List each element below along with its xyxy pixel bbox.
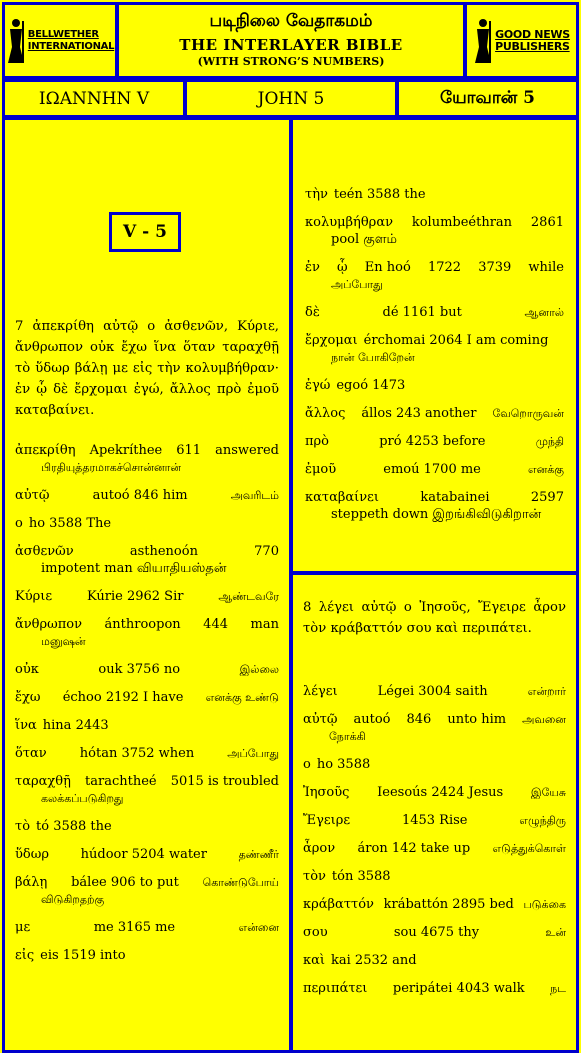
- greek-word: ἀσθενῶν: [15, 544, 74, 559]
- greek-word: ὕδωρ: [15, 847, 49, 862]
- gloss-part: unto him: [447, 712, 507, 727]
- gloss-part: bálee 906 to put: [71, 875, 179, 890]
- right-logo-line-1: GOOD NEWS: [495, 27, 570, 41]
- gloss-part: pró 4253 before: [379, 434, 486, 449]
- right-logo-box: [464, 2, 579, 79]
- gloss-part: 5015 is troubled: [170, 774, 279, 789]
- greek-word: περιπάτει: [303, 981, 368, 996]
- gloss-part: எடுத்துக்கொள்: [492, 842, 566, 855]
- greek-word: βάλῃ: [15, 875, 48, 890]
- right-logo-line-2: PUBLISHERS: [495, 39, 570, 53]
- verse-8-text: 8 λέγει αὐτῷ ο Ἰησοῦς, Ἔγειρε ἆρον τὸν κράβαττόν σου καὶ περιπάτει.: [303, 600, 566, 636]
- greek-word: αὐτῷ: [15, 488, 50, 503]
- gloss-part: hótan 3752 when: [79, 746, 195, 761]
- word-entry: [15, 947, 279, 964]
- gloss-part: 2861: [530, 215, 564, 230]
- word-entry: [15, 745, 279, 762]
- word-entry: [15, 717, 279, 734]
- gloss-part: படுக்கை: [523, 898, 566, 911]
- gloss-part: autoó: [353, 712, 391, 727]
- greek-word: καταβαίνει: [305, 490, 380, 505]
- book-greek-text: ΙΩΑΝΝΗΝ V: [38, 88, 150, 109]
- gloss-part: dé 1161 but: [382, 305, 462, 320]
- gloss-part: அவரிடம்: [230, 489, 279, 502]
- gloss-part: kolumbeéthran: [411, 215, 513, 230]
- greek-word: ἄνθρωπον: [15, 617, 83, 632]
- word-entry: [305, 214, 564, 248]
- word-entry: [303, 812, 566, 829]
- greek-word: δὲ: [305, 305, 320, 320]
- greek-word: ταραχθῇ: [15, 774, 71, 789]
- gloss-part: ஆனால்: [524, 306, 564, 319]
- greek-word: Ἰησοῦς: [303, 785, 350, 800]
- greek-word: πρὸ: [305, 434, 330, 449]
- gloss-part: என்றார்: [527, 685, 566, 698]
- greek-word: ἔρχομαι: [305, 333, 358, 348]
- tamil-meaning: pool குளம்: [331, 232, 397, 247]
- word-entry: [15, 818, 279, 835]
- gloss-part: áron 142 take up: [357, 841, 471, 856]
- greek-word: τὸν: [303, 869, 326, 884]
- gloss-part: échoo 2192 I have: [62, 690, 184, 705]
- gloss-part: asthenoón: [129, 544, 198, 559]
- left-word-list: [15, 442, 279, 975]
- word-entry: [303, 980, 566, 997]
- greek-word: τὸ: [15, 819, 31, 834]
- greek-word: εἰς: [15, 948, 35, 963]
- right-bottom-column: [290, 572, 579, 1053]
- gloss-part: 1722: [427, 260, 462, 275]
- gloss-part: Kúrie 2962 Sir: [86, 589, 184, 604]
- word-entry: [15, 515, 279, 532]
- gloss-part: sou 4675 thy: [393, 925, 480, 940]
- left-column: [2, 117, 292, 1053]
- gloss-part: autoó 846 him: [92, 488, 188, 503]
- greek-word: τὴν: [305, 187, 328, 202]
- gloss-part: 1453 Rise: [401, 813, 468, 828]
- tamil-meaning: பிரதியுத்தரமாகச்சொன்னான்: [41, 461, 182, 474]
- gloss-part: ouk 3756 no: [98, 662, 181, 677]
- gloss-part: tó 3588 the: [36, 819, 112, 834]
- word-entry: [15, 846, 279, 863]
- gloss-part: Apekríthee: [89, 443, 163, 458]
- word-entry: [303, 683, 566, 700]
- title-box: [116, 2, 466, 79]
- gloss-part: peripátei 4043 walk: [392, 981, 525, 996]
- good-news-logo: [473, 17, 570, 65]
- gloss-part: Légei 3004 saith: [377, 684, 488, 699]
- greek-word: ἄλλος: [305, 406, 346, 421]
- gloss-part: உன்: [545, 926, 566, 939]
- tamil-meaning: மனுஷன்: [41, 635, 86, 648]
- greek-word: κολυμβήθραν: [305, 215, 393, 230]
- word-entry: [15, 661, 279, 678]
- gloss-part: katabainei: [420, 490, 490, 505]
- gloss-part: 2597: [530, 490, 564, 505]
- gloss-part: அப்போது: [227, 747, 279, 760]
- shepherd-figure-icon: [6, 17, 26, 65]
- book-english: [184, 79, 398, 118]
- gloss-part: ஆண்டவரே: [218, 590, 279, 603]
- gloss-part: me 3165 me: [93, 920, 176, 935]
- word-entry: [303, 924, 566, 941]
- gloss-part: En hoó: [364, 260, 411, 275]
- title-tamil: படிநிலை வேதாகமம்: [209, 11, 373, 31]
- gloss-part: ho 3588: [316, 757, 371, 772]
- greek-word: ὅταν: [15, 746, 47, 761]
- gloss-part: egoó 1473: [336, 378, 406, 393]
- gloss-part: 444: [203, 617, 228, 632]
- gloss-part: 770: [254, 544, 279, 559]
- greek-word: καὶ: [303, 953, 326, 968]
- left-logo-line-1: BELLWETHER: [27, 28, 99, 40]
- greek-word: ἐγώ: [305, 378, 331, 393]
- gloss-part: ᾧ: [337, 260, 348, 275]
- tamil-meaning: நான் போகிறேன்: [331, 351, 415, 364]
- bellwether-logo: [6, 17, 114, 65]
- book-greek: [2, 79, 186, 118]
- right-top-word-list: [305, 186, 564, 534]
- gloss-part: இயேசு: [530, 786, 566, 799]
- word-entry: [305, 259, 564, 293]
- greek-word: οὐκ: [15, 662, 39, 677]
- gloss-part: érchomai 2064 I am coming: [363, 333, 549, 348]
- tamil-meaning: கலக்கப்படுகிறது: [41, 792, 124, 805]
- gloss-part: முந்தி: [535, 435, 564, 448]
- gloss-part: ánthroopon: [104, 617, 181, 632]
- right-bottom-word-list: [303, 683, 566, 1008]
- tamil-meaning: அப்போது: [331, 278, 383, 291]
- left-logo-box: [2, 2, 118, 79]
- gloss-part: teén 3588 the: [333, 187, 426, 202]
- gloss-part: húdoor 5204 water: [80, 847, 207, 862]
- word-entry: [305, 186, 564, 203]
- verse-number: V - 5: [123, 222, 167, 242]
- gloss-part: answered: [215, 443, 279, 458]
- book-english-text: JOHN 5: [257, 88, 325, 109]
- word-entry: [305, 304, 564, 321]
- word-entry: [15, 689, 279, 706]
- gloss-part: ho 3588 The: [28, 516, 112, 531]
- word-entry: [15, 588, 279, 605]
- greek-word: σου: [303, 925, 328, 940]
- tamil-meaning: விடுகிறதற்கு: [41, 893, 105, 906]
- greek-word: ἐμοῦ: [305, 462, 337, 477]
- word-entry: [15, 616, 279, 650]
- word-entry: [305, 461, 564, 478]
- gloss-part: என்னை: [238, 921, 279, 934]
- verse-7-text: 7 ἀπεκρίθη αὐτῷ ο ἀσθενῶν, Κύριε, ἄνθρωπον οὐκ ἔχω ἵνα ὅταν ταραχθῇ τὸ ὕδωρ βάλῃ με εἰς τὴν κολυμβήθραν· ἐν ᾧ δὲ ἔρχομαι ἐγώ, ἄλλος πρὸ ἐμοῦ καταβαίνει.: [15, 319, 279, 418]
- greek-word: ἀπεκρίθη: [15, 443, 76, 458]
- gloss-part: எழுந்திரு: [519, 814, 566, 827]
- greek-word: ἆρον: [303, 841, 336, 856]
- gloss-part: tarachtheé: [85, 774, 157, 789]
- word-entry: [305, 332, 564, 366]
- gloss-part: 846: [406, 712, 432, 727]
- book-tamil-text: யோவான் 5: [440, 87, 535, 108]
- gloss-part: எனக்கு: [528, 463, 564, 476]
- word-entry: [305, 377, 564, 394]
- gloss-part: தண்ணீர்: [238, 848, 279, 861]
- tamil-meaning: நோக்கி: [329, 730, 366, 743]
- shepherd-figure-icon: [473, 17, 493, 65]
- word-entry: [303, 711, 566, 745]
- left-logo-line-2: INTERNATIONAL: [27, 40, 115, 52]
- subtitle: (WITH STRONG’S NUMBERS): [197, 55, 385, 68]
- greek-word: με: [15, 920, 31, 935]
- gloss-part: állos 243 another: [361, 406, 477, 421]
- title-english: THE INTERLAYER BIBLE: [179, 36, 403, 54]
- word-entry: [303, 840, 566, 857]
- greek-word: ἔχω: [15, 690, 41, 705]
- word-entry: [15, 487, 279, 504]
- greek-word: Κύριε: [15, 589, 53, 604]
- word-entry: [305, 433, 564, 450]
- gloss-part: emoú 1700 me: [383, 462, 481, 477]
- greek-word: λέγει: [303, 684, 338, 699]
- gloss-part: kai 2532 and: [331, 953, 417, 968]
- word-entry: [15, 874, 279, 908]
- gloss-part: man: [250, 617, 279, 632]
- greek-word: κράβαττόν: [303, 897, 374, 912]
- word-entry: [303, 896, 566, 913]
- gloss-part: இல்லை: [239, 663, 279, 676]
- word-entry: [15, 543, 279, 577]
- word-entry: [305, 405, 564, 422]
- greek-word: ο: [303, 757, 311, 772]
- greek-word: Ἔγειρε: [303, 813, 351, 828]
- greek-word: ἐν: [305, 260, 320, 275]
- gloss-part: 611: [176, 443, 202, 458]
- word-entry: [303, 952, 566, 969]
- word-entry: [303, 868, 566, 885]
- greek-word: αὐτῷ: [303, 712, 338, 727]
- gloss-part: eis 1519 into: [40, 948, 126, 963]
- gloss-part: 3739: [478, 260, 512, 275]
- gloss-part: tón 3588: [331, 869, 391, 884]
- gloss-part: krábattón 2895 bed: [383, 897, 514, 912]
- gloss-part: hina 2443: [42, 718, 109, 733]
- gloss-part: வேறொருவன்: [492, 407, 564, 420]
- word-entry: [303, 784, 566, 801]
- word-entry: [305, 489, 564, 523]
- gloss-part: நட: [550, 982, 566, 995]
- word-entry: [303, 756, 566, 773]
- right-top-column: [290, 117, 579, 574]
- gloss-part: while: [528, 260, 564, 275]
- tamil-meaning: impotent man வியாதியஸ்தன்: [41, 561, 227, 576]
- tamil-meaning: steppeth down இறங்கிவிடுகிறான்: [331, 507, 542, 522]
- gloss-part: Ieesoús 2424 Jesus: [377, 785, 504, 800]
- word-entry: [15, 442, 279, 476]
- word-entry: [15, 773, 279, 807]
- verse-number-box: [109, 212, 181, 252]
- word-entry: [15, 919, 279, 936]
- gloss-part: எனக்கு உண்டு: [205, 691, 279, 704]
- gloss-part: அவனை: [522, 713, 566, 726]
- book-tamil: [396, 79, 579, 118]
- greek-word: ἵνα: [15, 718, 37, 733]
- gloss-part: கொண்டுபோய்: [202, 876, 279, 889]
- greek-word: ο: [15, 516, 23, 531]
